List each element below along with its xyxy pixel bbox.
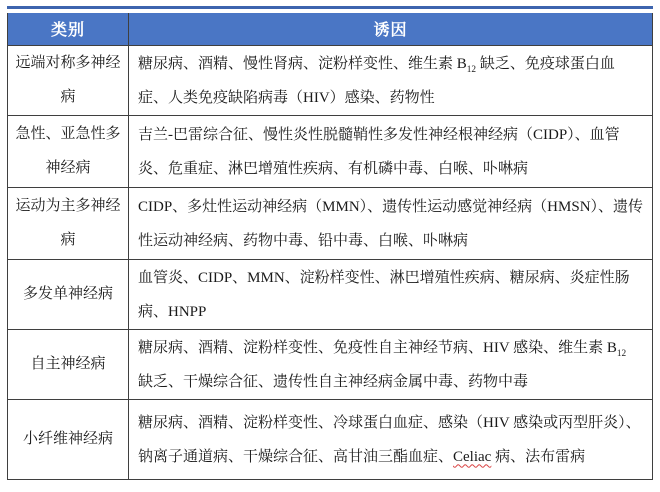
neuropathy-causes-table xyxy=(7,13,653,480)
cause-text: 吉兰-巴雷综合征、慢性炎性脱髓鞘性多发性神经根神经病（CIDP）、血管炎、危重症、淋巴增殖性疾病、有机磷中毒、白喉、卟啉病 xyxy=(138,126,620,177)
table-row xyxy=(8,45,653,115)
cause-text: 血管炎、CIDP、MMN、淀粉样变性、淋巴增殖性疾病、糖尿病、炎症性肠病、HNPP xyxy=(138,269,630,320)
spellcheck-flagged-word: Celiac xyxy=(453,448,492,465)
category-cell: 远端对称多神经病 xyxy=(8,45,129,115)
table-row xyxy=(8,259,653,329)
table-body xyxy=(8,45,653,479)
cause-text: CIDP、多灶性运动神经病（MMN）、遗传性运动感觉神经病（HMSN）、遗传性运动神经病、药物中毒、铅中毒、白喉、卟啉病 xyxy=(138,198,644,249)
table-top-accent-line xyxy=(7,6,653,9)
category-cell: 自主神经病 xyxy=(8,329,129,399)
subscript-text: 12 xyxy=(466,64,477,75)
causes-cell xyxy=(129,187,653,259)
category-cell: 急性、亚急性多神经病 xyxy=(8,115,129,187)
cause-text: 缺乏、干燥综合征、遗传性自主神经病金属中毒、药物中毒 xyxy=(138,373,529,390)
causes-cell xyxy=(129,115,653,187)
header-category: 类别 xyxy=(8,13,129,45)
category-cell: 小纤维神经病 xyxy=(8,399,129,479)
causes-cell xyxy=(129,259,653,329)
category-cell: 运动为主多神经病 xyxy=(8,187,129,259)
category-cell: 多发单神经病 xyxy=(8,259,129,329)
cause-text: 糖尿病、酒精、淀粉样变性、冷球蛋白血症、感染（HIV 感染或丙型肝炎）、钠离子通道病、干燥综合征、高甘油三酯血症、 xyxy=(138,414,641,465)
cause-text: 病、法布雷病 xyxy=(491,448,586,465)
causes-cell xyxy=(129,399,653,479)
table-row xyxy=(8,329,653,399)
header-causes: 诱因 xyxy=(129,13,653,45)
neuropathy-table-container xyxy=(7,6,653,480)
table-header xyxy=(8,13,653,45)
table-row xyxy=(8,187,653,259)
subscript-text: 12 xyxy=(616,348,627,359)
table-row xyxy=(8,115,653,187)
cause-text: 糖尿病、酒精、慢性肾病、淀粉样变性、维生素 B xyxy=(138,55,467,72)
header-row xyxy=(8,13,653,45)
cause-text: 缺乏、免疫球蛋白血症、人类免疫缺陷病毒（HIV）感染、药物性 xyxy=(138,55,615,106)
cause-text: 糖尿病、酒精、淀粉样变性、免疫性自主神经节病、HIV 感染、维生素 B xyxy=(138,339,617,356)
causes-cell xyxy=(129,45,653,115)
table-row xyxy=(8,399,653,479)
causes-cell xyxy=(129,329,653,399)
